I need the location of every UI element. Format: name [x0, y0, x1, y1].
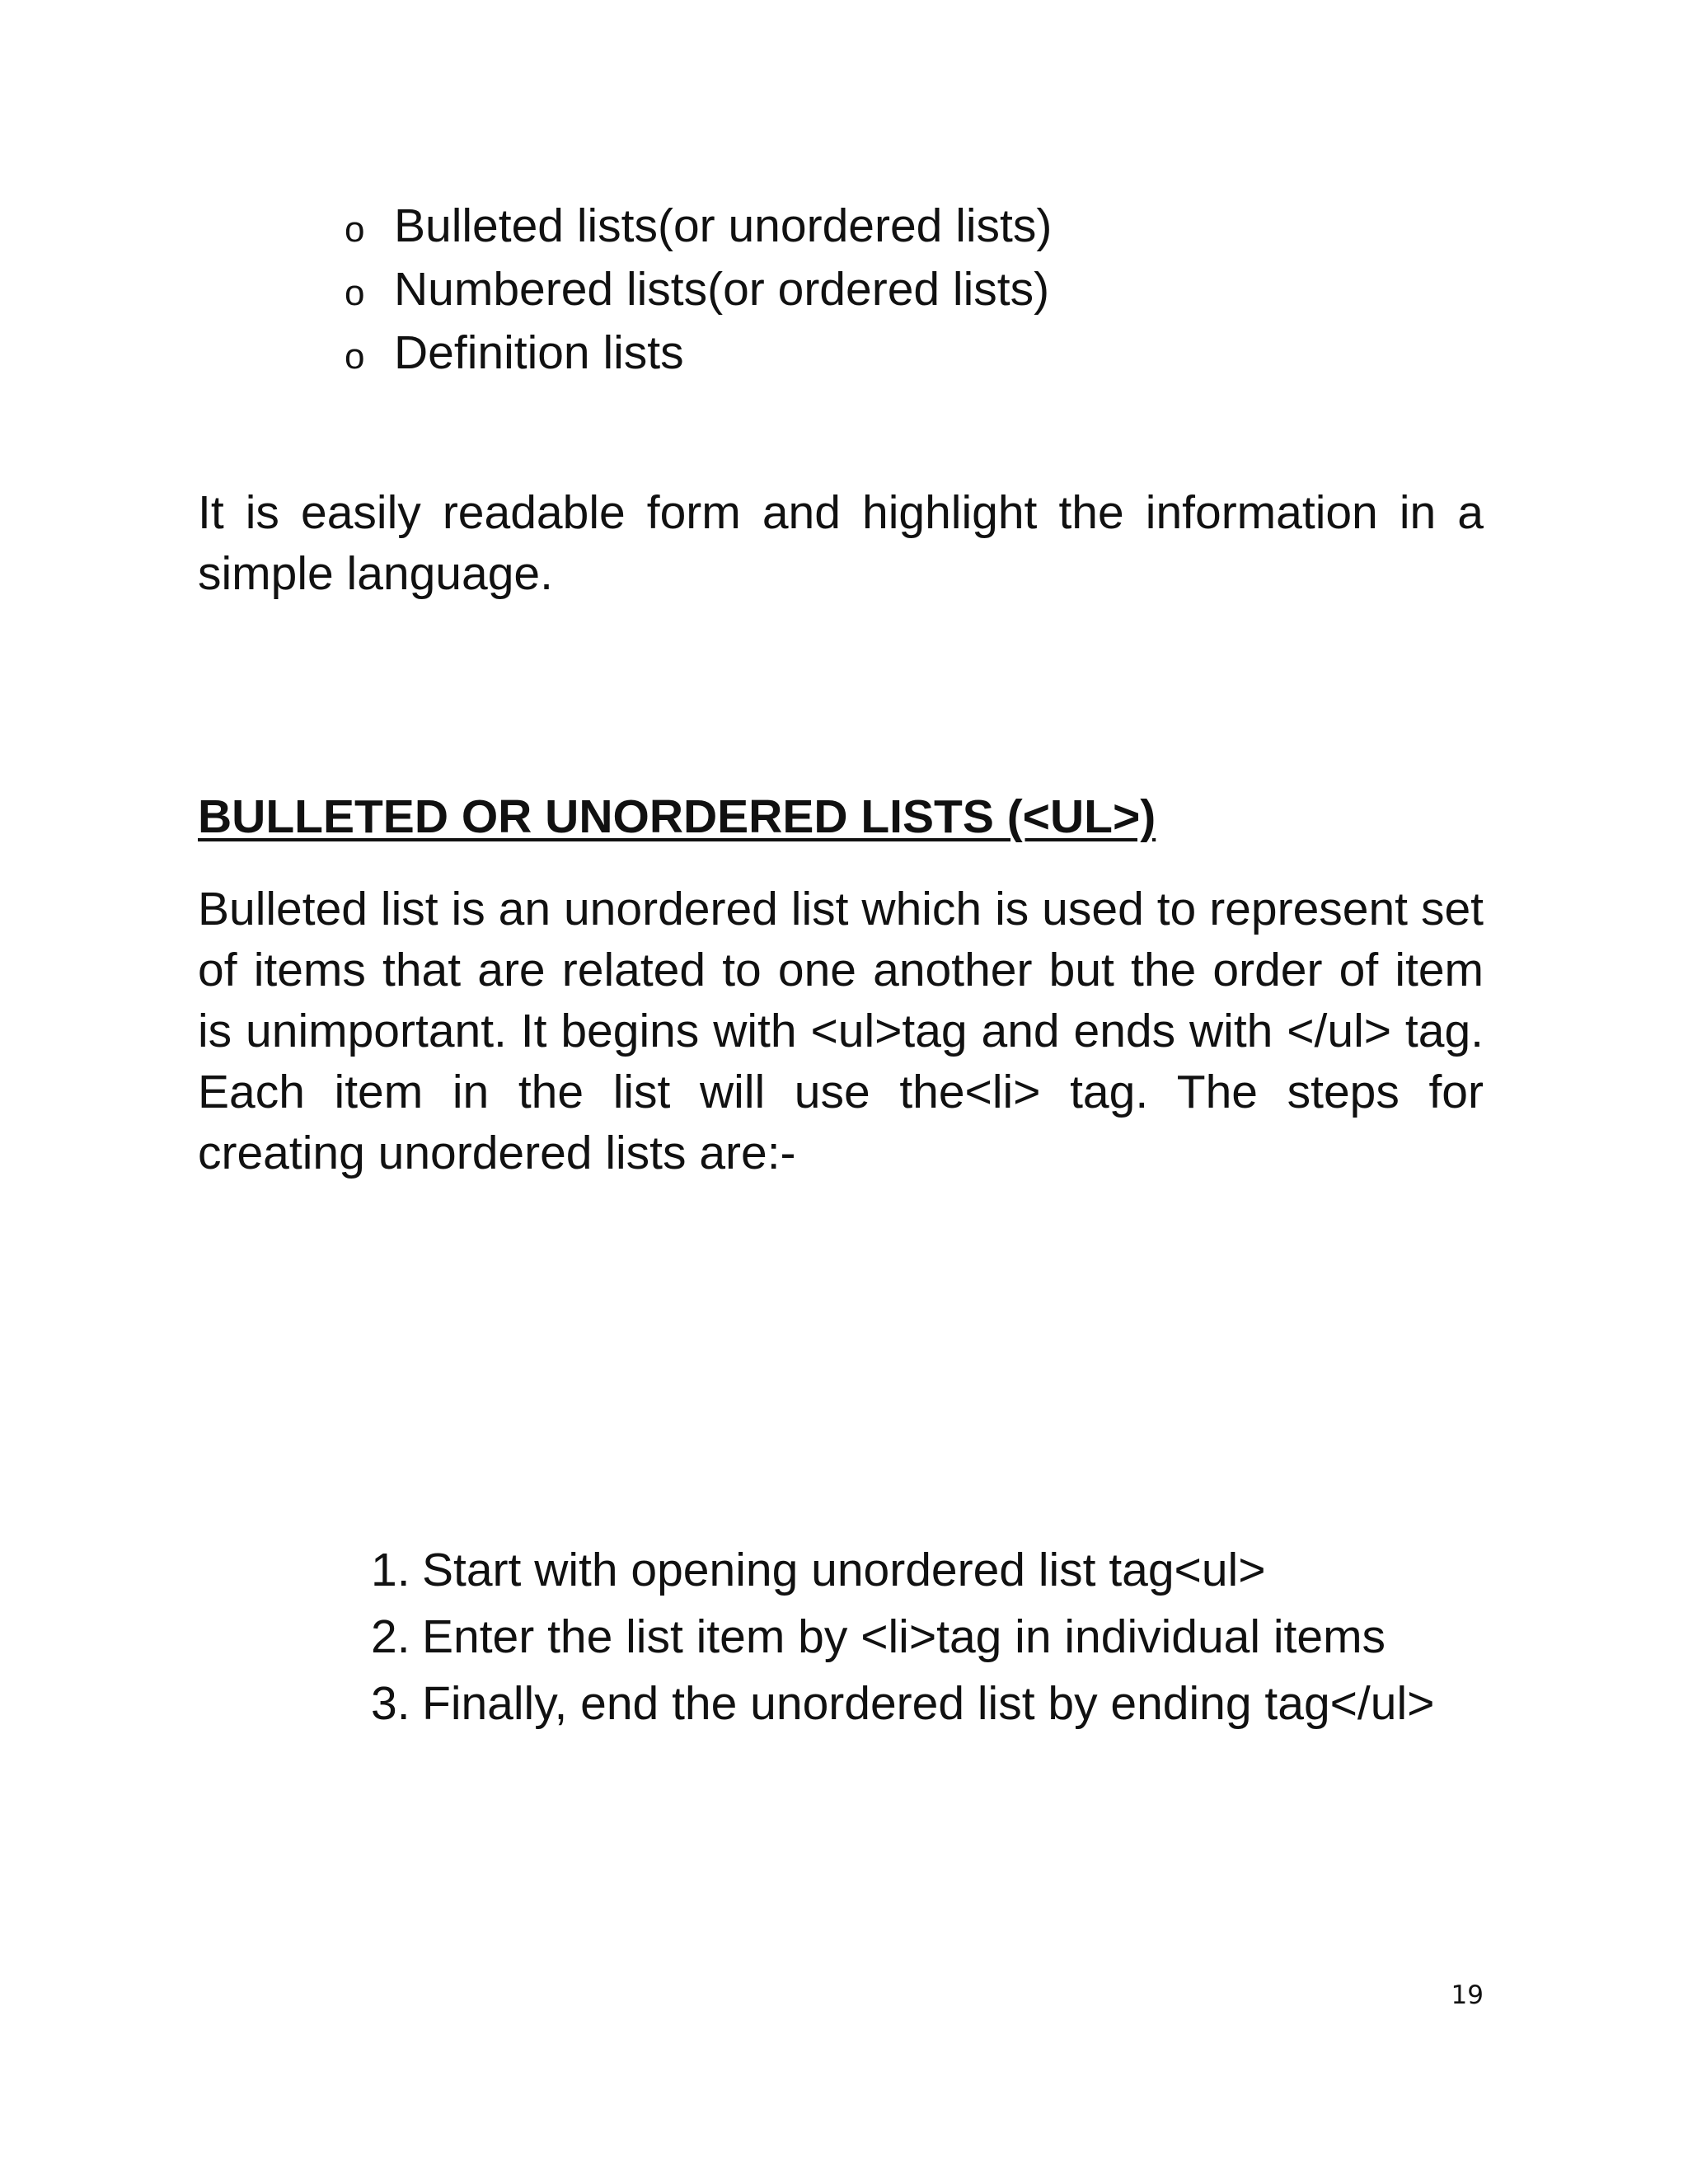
step-number: 2.: [371, 1610, 410, 1663]
list-types-list: [345, 194, 1052, 385]
bullet-marker: o: [345, 336, 365, 377]
step-item: [371, 1537, 1434, 1604]
intro-paragraph: It is easily readable form and highlight the information in a simple language.: [198, 486, 1484, 600]
step-item: [371, 1604, 1434, 1671]
step-number: 1.: [371, 1544, 410, 1596]
section-heading: BULLETED OR UNORDERED LISTS (<UL>): [198, 790, 1156, 843]
bullet-marker: o: [345, 209, 365, 250]
step-number: 3.: [371, 1677, 410, 1730]
step-text: Start with opening unordered list tag<ul>: [422, 1544, 1266, 1596]
list-item: [345, 258, 1052, 321]
list-item-text: Definition lists: [394, 326, 684, 379]
step-text: Enter the list item by <li>tag in individual items: [422, 1610, 1386, 1663]
section-description: Bulleted list is an unordered list which is used to represent set of items that are related to one another but the order of item is unimportant. It begins with <ul>tag and ends with </ul> tag. Each item in the list will use the<li> tag. The steps for creating unordered lists are:-: [198, 883, 1484, 1179]
step-item: [371, 1671, 1434, 1737]
list-item: [345, 194, 1052, 258]
step-text: Finally, end the unordered list by ending tag</ul>: [422, 1677, 1435, 1730]
list-item-text: Numbered lists(or ordered lists): [394, 263, 1050, 316]
list-item: [345, 321, 1052, 385]
bullet-marker: o: [345, 273, 365, 313]
page-number: 19: [1451, 1980, 1484, 2010]
list-item-text: Bulleted lists(or unordered lists): [394, 199, 1053, 252]
steps-list: [371, 1537, 1434, 1737]
